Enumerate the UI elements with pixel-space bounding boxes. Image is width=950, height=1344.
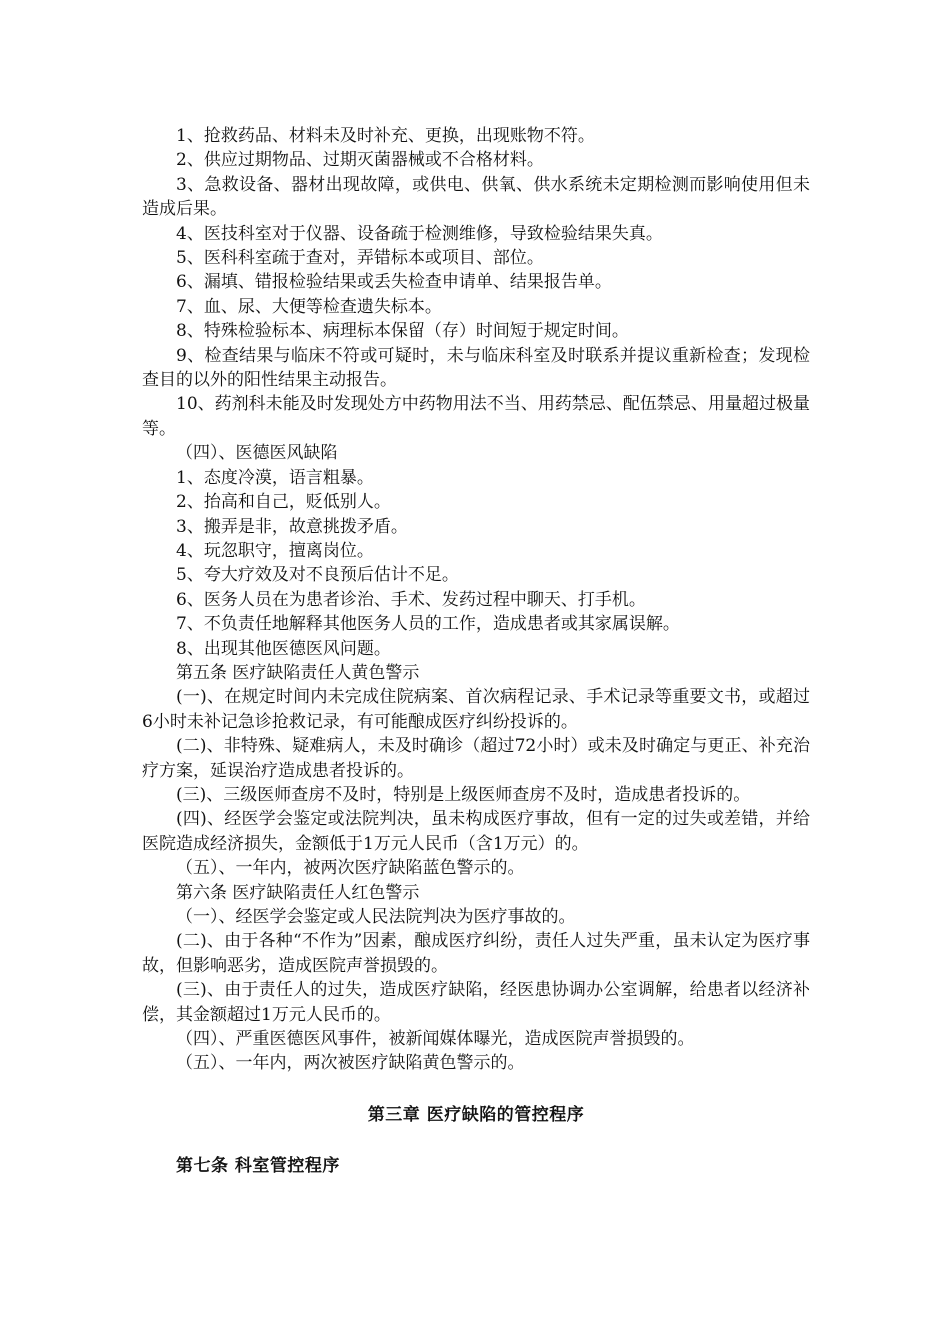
paragraph: 8、特殊检验标本、病理标本保留（存）时间短于规定时间。	[176, 321, 629, 342]
paragraph: (三)、由于责任人的过失，造成医疗缺陷，经医患协调办公室调解，给患者以经济补偿，其金额超过1万元人民币的。	[142, 980, 810, 1025]
paragraph: 8、出现其他医德医风问题。	[176, 638, 391, 659]
paragraph: 10、药剂科未能及时发现处方中药物用法不当、用药禁忌、配伍禁忌、用量超过极量等。	[142, 394, 810, 439]
paragraph: (二)、非特殊、疑难病人，未及时确诊（超过72小时）或未及时确定与更正、补充治疗方案，延误治疗造成患者投诉的。	[142, 736, 810, 781]
paragraph: 1、抢救药品、材料未及时补充、更换，出现账物不符。	[176, 126, 595, 146]
chapter-heading: 第三章 医疗缺陷的管控程序	[367, 1104, 585, 1125]
paragraph: （五）、一年内，两次被医疗缺陷黄色警示的。	[176, 1053, 525, 1074]
paragraph: 9、检查结果与临床不符或可疑时，未与临床科室及时联系并提议重新检查；发现检查目的以外的阳性结果主动报告。	[142, 345, 810, 391]
paragraph: (一)、在规定时间内未完成住院病案、首次病程记录、手术记录等重要文书，或超过6小时未补记急诊抢救记录，有可能酿成医疗纠纷投诉的。	[142, 687, 810, 732]
paragraph: (二)、由于各种“不作为”因素，酿成医疗纠纷，责任人过失严重，虽未认定为医疗事故，但影响恶劣，造成医院声誉损毁的。	[142, 931, 810, 976]
paragraph: (三)、三级医师查房不及时，特别是上级医师查房不及时，造成患者投诉的。	[176, 784, 751, 805]
section-heading: （四）、医德医风缺陷	[176, 443, 338, 464]
paragraph: 5、医科科室疏于查对，弄错标本或项目、部位。	[176, 248, 544, 269]
article-heading: 第七条 科室管控程序	[176, 1156, 340, 1177]
paragraph: （四）、严重医德医风事件，被新闻媒体曝光，造成医院声誉损毁的。	[176, 1029, 695, 1050]
document-body	[142, 124, 810, 1179]
paragraph: （五）、一年内，被两次医疗缺陷蓝色警示的。	[176, 858, 525, 879]
paragraph: 4、医技科室对于仪器、设备疏于检测维修，导致检验结果失真。	[176, 223, 663, 244]
paragraph: 5、夸大疗效及对不良预后估计不足。	[176, 565, 459, 586]
paragraph: (四)、经医学会鉴定或法院判决，虽未构成医疗事故，但有一定的过失或差错，并给医院造成经济损失，金额低于1万元人民币（含1万元）的。	[142, 809, 810, 854]
paragraph: 7、不负责任地解释其他医务人员的工作，造成患者或其家属误解。	[176, 614, 680, 635]
article-five-heading: 第五条 医疗缺陷责任人黄色警示	[176, 662, 420, 683]
paragraph: 2、抬高和自己，贬低别人。	[176, 492, 391, 513]
paragraph: 6、医务人员在为患者诊治、手术、发药过程中聊天、打手机。	[176, 589, 646, 610]
paragraph: 4、玩忽职守，擅离岗位。	[176, 540, 374, 561]
paragraph: （一）、经医学会鉴定或人民法院判决为医疗事故的。	[176, 907, 576, 927]
article-six-heading: 第六条 医疗缺陷责任人红色警示	[176, 882, 420, 903]
paragraph: 6、漏填、错报检验结果或丢失检查申请单、结果报告单。	[176, 272, 612, 293]
paragraph: 7、血、尿、大便等检查遗失标本。	[176, 296, 442, 317]
paragraph: 2、供应过期物品、过期灭菌器械或不合格材料。	[176, 150, 544, 171]
paragraph: 3、搬弄是非，故意挑拨矛盾。	[176, 516, 408, 537]
paragraph: 3、急救设备、器材出现故障，或供电、供氧、供水系统未定期检测而影响使用但未造成后果。	[142, 174, 810, 220]
paragraph: 1、态度冷漠，语言粗暴。	[176, 467, 374, 488]
